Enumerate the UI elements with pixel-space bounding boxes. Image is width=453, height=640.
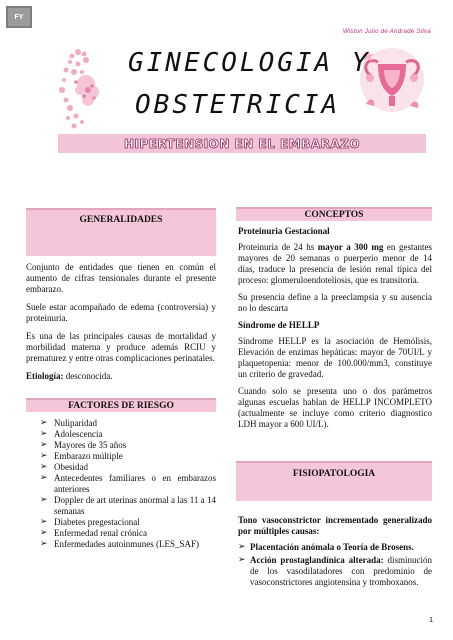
list-item: ➢ Nuliparidad — [40, 418, 97, 428]
topic-banner — [58, 134, 426, 153]
title-line-1: GINECOLOGIA Y — [128, 48, 371, 78]
fisiopatologia-intro: Tono vasoconstrictor incrementado generalizado por múltiples causas: — [238, 515, 432, 536]
author-name: Wiston Julio de Andrade Silva — [342, 29, 431, 35]
hellp-incompleto-paragraph: Cuando solo se presenta uno o dos parámetros algunas escuelas hablan de HELLP INCOMPLETO (actualmente se incluye como criterio diagnostico LDH mayor a 600 UI/L). — [238, 386, 432, 429]
pregnant-woman-illustration — [48, 44, 110, 130]
list-item: ➢ Enfermedad renal crónica — [40, 528, 147, 538]
arrow-bullet-icon: ➢ — [40, 517, 48, 527]
proteinuria-subheading: Proteinuria Gestacional — [238, 226, 330, 236]
arrow-bullet-icon: ➢ — [40, 473, 48, 483]
list-item: ➢ Diabetes pregestacional — [40, 517, 140, 527]
list-item: ➢ Placentación anómala o Teoría de Brosens. — [238, 542, 414, 552]
etiologia-label: Etiología: — [26, 371, 64, 381]
topic-banner-text: HIPERTENSION EN EL EMBARAZO — [123, 136, 361, 151]
hellp-paragraph: Síndrome HELLP es la asociación de Hemólisis, Elevación de enzimas hepáticas: mayor de 70UI/L y plaquetopenia: menor de 100.000/mm3, constituye un criterio de gravedad. — [238, 336, 432, 379]
list-item: ➢ Enfermedades autoinmunes (LES_SAF) — [40, 539, 199, 549]
arrow-bullet-icon: ➢ — [40, 429, 48, 439]
arrow-bullet-icon: ➢ — [40, 440, 48, 450]
list-item: ➢ Mayores de 35 años — [40, 440, 127, 450]
generalidades-heading: GENERALIDADES — [26, 208, 216, 256]
etiologia-value: desconocida. — [63, 371, 113, 381]
hellp-subheading: Síndrome de HELLP — [238, 320, 320, 330]
arrow-bullet-icon: ➢ — [40, 418, 48, 428]
list-item: ➢ Obesidad — [40, 462, 88, 472]
proteinuria-threshold: mayor a 300 mg — [317, 242, 384, 252]
arrow-bullet-icon: ➢ — [40, 539, 48, 549]
risk-factor-list — [40, 418, 216, 550]
conceptos-heading: CONCEPTOS — [236, 207, 432, 221]
list-item: ➢ Embarazo múltiple — [40, 451, 123, 461]
fisiopatologia-list — [238, 542, 432, 588]
generalidades-section — [26, 262, 216, 389]
arrow-bullet-icon: ➢ — [40, 462, 48, 472]
arrow-bullet-icon: ➢ — [238, 542, 246, 552]
list-item: ➢ Adolescencia — [40, 429, 103, 439]
preeclampsia-paragraph: Su presencia define a la preeclampsia y su ausencia no lo descarta — [238, 292, 432, 313]
title-line-2: OBSTETRICIA — [135, 90, 341, 120]
arrow-bullet-icon: ➢ — [238, 555, 246, 565]
list-item: ➢ Acción prostaglandínica alterada: disminución de los vasodilatadores con predominio de vasoconstrictores angiotensina y tromboxanos. — [238, 555, 432, 587]
logo-badge: FY — [6, 6, 32, 28]
fisiopatologia-heading: FISIOPATOLOGIA — [236, 461, 432, 501]
arrow-bullet-icon: ➢ — [40, 451, 48, 461]
arrow-bullet-icon: ➢ — [40, 528, 48, 538]
page-number: 1 — [429, 617, 433, 624]
generalidades-paragraph-2: Suele estar acompañado de edema (controversia) y proteinuria. — [26, 302, 216, 323]
factores-heading: FACTORES DE RIESGO — [26, 398, 216, 412]
generalidades-paragraph-1: Conjunto de entidades que tienen en común el aumento de cifras tensionales durante el presente embarazo. — [26, 262, 216, 294]
generalidades-paragraph-3: Es una de las principales causas de mortalidad y morbilidad materna y produce además RCIU y prematurez y entre otras complicaciones perinatales. — [26, 331, 216, 363]
list-item: ➢ Doppler de art uterinas anormal a las 11 a 14 semanas — [40, 495, 216, 516]
etiologia-paragraph — [26, 371, 216, 382]
arrow-bullet-icon: ➢ — [40, 495, 48, 505]
conceptos-section — [238, 226, 432, 436]
fisiopatologia-section — [238, 515, 432, 590]
list-item: ➢ Antecedentes familiares o en embarazos anteriores — [40, 473, 216, 494]
proteinuria-paragraph: Proteinuria de 24 hs mayor a 300 mg en gestantes mayores de 20 semanas o puerperio menor de 14 días, traduce la presencia de lesión renal típica del proceso: glomeruloendoteliosis, que es transitoria. — [238, 242, 432, 285]
